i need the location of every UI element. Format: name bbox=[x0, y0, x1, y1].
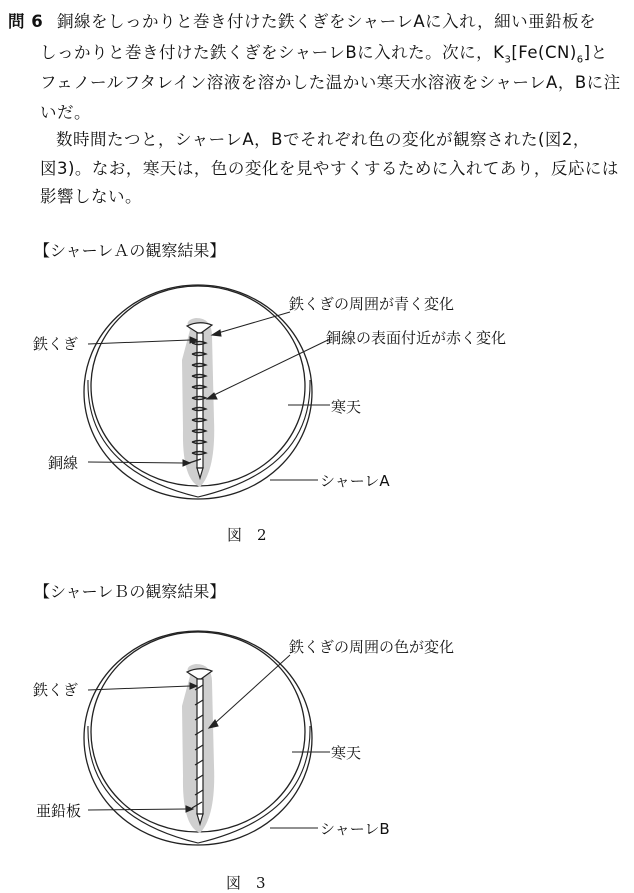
label-agar-a: 寒天 bbox=[331, 398, 362, 416]
figure3-heading: 【シャーレＢの観察結果】 bbox=[34, 582, 226, 601]
label-agar-b: 寒天 bbox=[331, 744, 362, 762]
question-line-1: 問 6 銅線をしっかりと巻き付けた鉄くぎをシャーレAに入れ，細い亜鉛板を bbox=[8, 12, 597, 31]
question-line-7: 影響しない。 bbox=[40, 187, 142, 206]
question-line-6: 図3)。なお，寒天は，色の変化を見やすくするために入れてあり，反応には bbox=[40, 159, 619, 178]
question-line-2: しっかりと巻き付けた鉄くぎをシャーレBに入れた。次に，$K_3[Fe(CN)_6]$と bbox=[40, 43, 608, 66]
label-dish-a: シャーレA bbox=[320, 472, 390, 490]
figure2-caption: 図 2 bbox=[227, 526, 267, 544]
label-copper: 銅線 bbox=[48, 454, 79, 472]
label-nail-blue: 鉄くぎの周囲が青く変化 bbox=[289, 295, 455, 313]
label-nail-a: 鉄くぎ bbox=[33, 335, 79, 353]
question-number: 問 6 bbox=[8, 12, 44, 31]
label-copper-red: 銅線の表面付近が赤く変化 bbox=[326, 329, 507, 347]
question-line-5: 数時間たつと，シャーレA，Bでそれぞれ色の変化が観察された(図2， bbox=[56, 130, 590, 149]
label-nail-b: 鉄くぎ bbox=[33, 681, 79, 699]
figure3-caption: 図 3 bbox=[226, 874, 266, 892]
figure2-heading: 【シャーレＡの観察結果】 bbox=[34, 241, 226, 260]
question-line-4: いだ。 bbox=[40, 103, 91, 122]
label-color-change: 鉄くぎの周囲の色が変化 bbox=[289, 638, 455, 656]
question-line-3: フェノールフタレイン溶液を溶かした温かい寒天水溶液をシャーレA，Bに注 bbox=[40, 73, 621, 92]
label-dish-b: シャーレB bbox=[320, 820, 390, 838]
label-zinc: 亜鉛板 bbox=[36, 802, 82, 820]
